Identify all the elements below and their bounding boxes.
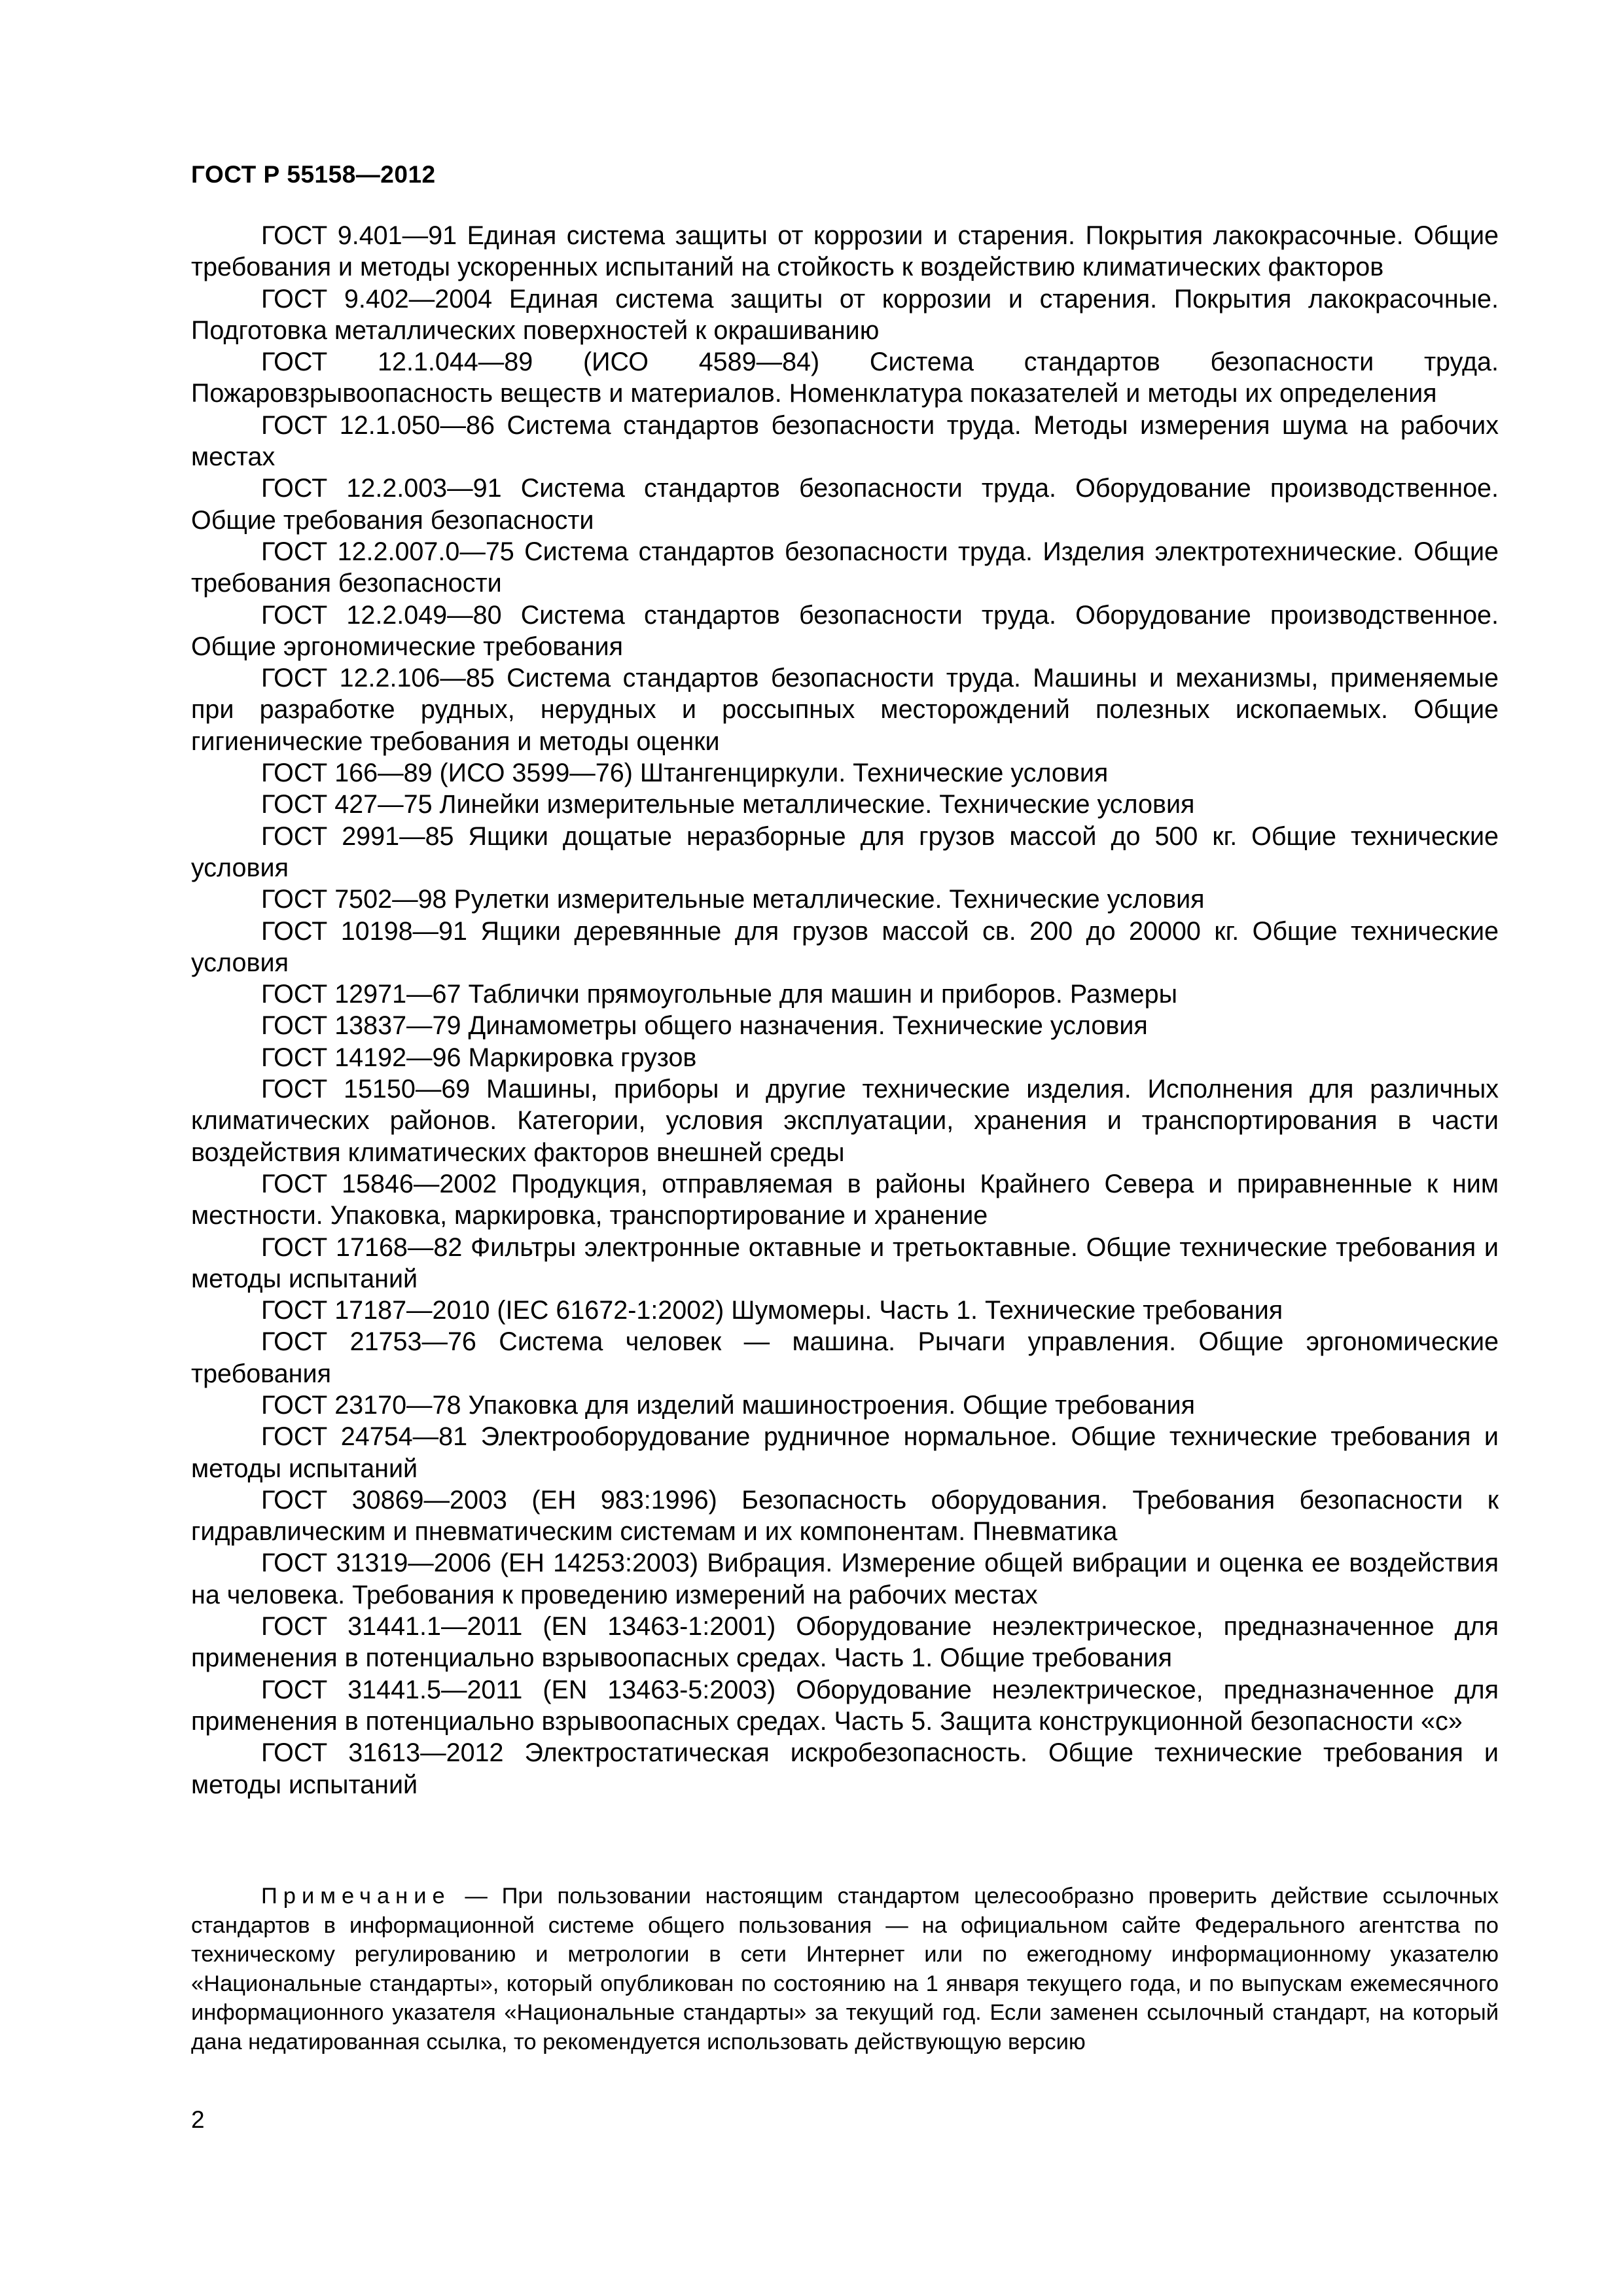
reference-item: ГОСТ 23170—78 Упаковка для изделий машиностроения. Общие требования: [261, 1390, 1195, 1420]
reference-item: ГОСТ 12.1.044—89 (ИСО 4589—84) Система стандартов безопасности труда. Пожаровзрывоопасность веществ и материалов. Номенклатура показателей и методы их определения: [191, 348, 1499, 408]
reference-item: ГОСТ 12.2.003—91 Система стандартов безопасности труда. Оборудование производственное. Общие требования безопасности: [191, 474, 1499, 535]
reference-item: ГОСТ 15846—2002 Продукция, отправляемая в районы Крайнего Севера и приравненные к ним местности. Упаковка, маркировка, транспортирование и хранение: [191, 1169, 1499, 1230]
reference-item: ГОСТ 13837—79 Динамометры общего назначения. Технические условия: [261, 1011, 1148, 1041]
reference-item: ГОСТ 31441.5—2011 (EN 13463-5:2003) Оборудование неэлектрическое, предназначенное для применения в потенциально взрывоопасных средах. Часть 5. Защита конструкционной безопасности «с»: [191, 1675, 1499, 1736]
reference-item: ГОСТ 31613—2012 Электростатическая искробезопасность. Общие технические требования и методы испытаний: [191, 1738, 1499, 1799]
reference-item: ГОСТ 427—75 Линейки измерительные металлические. Технические условия: [261, 790, 1195, 819]
reference-item: ГОСТ 21753—76 Система человек — машина. Рычаги управления. Общие эргономические требования: [191, 1327, 1499, 1388]
reference-item: ГОСТ 31319—2006 (ЕН 14253:2003) Вибрация. Измерение общей вибрации и оценка ее воздействия на человека. Требования к проведению измерений на рабочих местах: [191, 1549, 1499, 1609]
normative-references-list: [191, 220, 1499, 1801]
reference-item: ГОСТ 9.402—2004 Единая система защиты от коррозии и старения. Покрытия лакокрасочные. Подготовка металлических поверхностей к окрашиванию: [191, 284, 1499, 345]
reference-item: ГОСТ 7502—98 Рулетки измерительные металлические. Технические условия: [261, 885, 1205, 914]
reference-item: ГОСТ 12971—67 Таблички прямоугольные для машин и приборов. Размеры: [261, 980, 1177, 1009]
reference-item: ГОСТ 17187—2010 (IEC 61672-1:2002) Шумомеры. Часть 1. Технические требования: [261, 1296, 1283, 1325]
reference-item: ГОСТ 12.1.050—86 Система стандартов безопасности труда. Методы измерения шума на рабочих местах: [191, 410, 1499, 472]
reference-item: ГОСТ 14192—96 Маркировка грузов: [261, 1043, 697, 1072]
reference-item: ГОСТ 30869—2003 (ЕН 983:1996) Безопасность оборудования. Требования безопасности к гидравлическим и пневматическим системам и их компонентам. Пневматика: [191, 1485, 1499, 1547]
reference-item: ГОСТ 31441.1—2011 (EN 13463-1:2001) Оборудование неэлектрическое, предназначенное для применения в потенциально взрывоопасных средах. Часть 1. Общие требования: [191, 1612, 1499, 1673]
note-text: — При пользовании настоящим стандартом целесообразно проверить действие ссылочных стандартов в информационной системе общего пользования — на официальном сайте Федерального агентства по техническому регулированию и метрологии в сети Интернет или по ежегодному информационному указателю «Национальные стандарты», который опубликован по состоянию на 1 января текущего года, и по выпускам ежемесячного информационного указателя «Национальные стандарты» за текущий год. Если заменен ссылочный стандарт, на который дана недатированная ссылка, то рекомендуется использовать действующую версию: [191, 1884, 1499, 2054]
reference-item: ГОСТ 9.401—91 Единая система защиты от коррозии и старения. Покрытия лакокрасочные. Общие требования и методы ускоренных испытаний на стойкость к воздействию климатических факторов: [191, 221, 1499, 282]
reference-item: ГОСТ 2991—85 Ящики дощатые неразборные для грузов массой до 500 кг. Общие технические условия: [191, 821, 1499, 882]
reference-item: ГОСТ 17168—82 Фильтры электронные октавные и третьоктавные. Общие технические требования и методы испытаний: [191, 1232, 1499, 1293]
reference-item: ГОСТ 12.2.049—80 Система стандартов безопасности труда. Оборудование производственное. Общие эргономические требования: [191, 600, 1499, 661]
document-header: ГОСТ Р 55158—2012: [191, 161, 436, 188]
reference-item: ГОСТ 24754—81 Электрооборудование рудничное нормальное. Общие технические требования и методы испытаний: [191, 1422, 1499, 1483]
note-label: Примечание: [261, 1884, 451, 1909]
note-paragraph: [191, 1882, 1499, 2056]
reference-item: ГОСТ 166—89 (ИСО 3599—76) Штангенциркули. Технические условия: [261, 759, 1109, 788]
page-number: 2: [191, 2106, 205, 2133]
reference-item: ГОСТ 12.2.106—85 Система стандартов безопасности труда. Машины и механизмы, применяемые при разработке рудных, нерудных и россыпных месторождений полезных ископаемых. Общие гигиенические требования и методы оценки: [191, 664, 1499, 756]
reference-item: ГОСТ 15150—69 Машины, приборы и другие технические изделия. Исполнения для различных климатических районов. Категории, условия эксплуатации, хранения и транспортирования в части воздействия климатических факторов внешней среды: [191, 1075, 1499, 1167]
reference-item: ГОСТ 10198—91 Ящики деревянные для грузов массой св. 200 до 20000 кг. Общие технические условия: [191, 916, 1499, 977]
reference-item: ГОСТ 12.2.007.0—75 Система стандартов безопасности труда. Изделия электротехнические. Общие требования безопасности: [191, 537, 1499, 598]
